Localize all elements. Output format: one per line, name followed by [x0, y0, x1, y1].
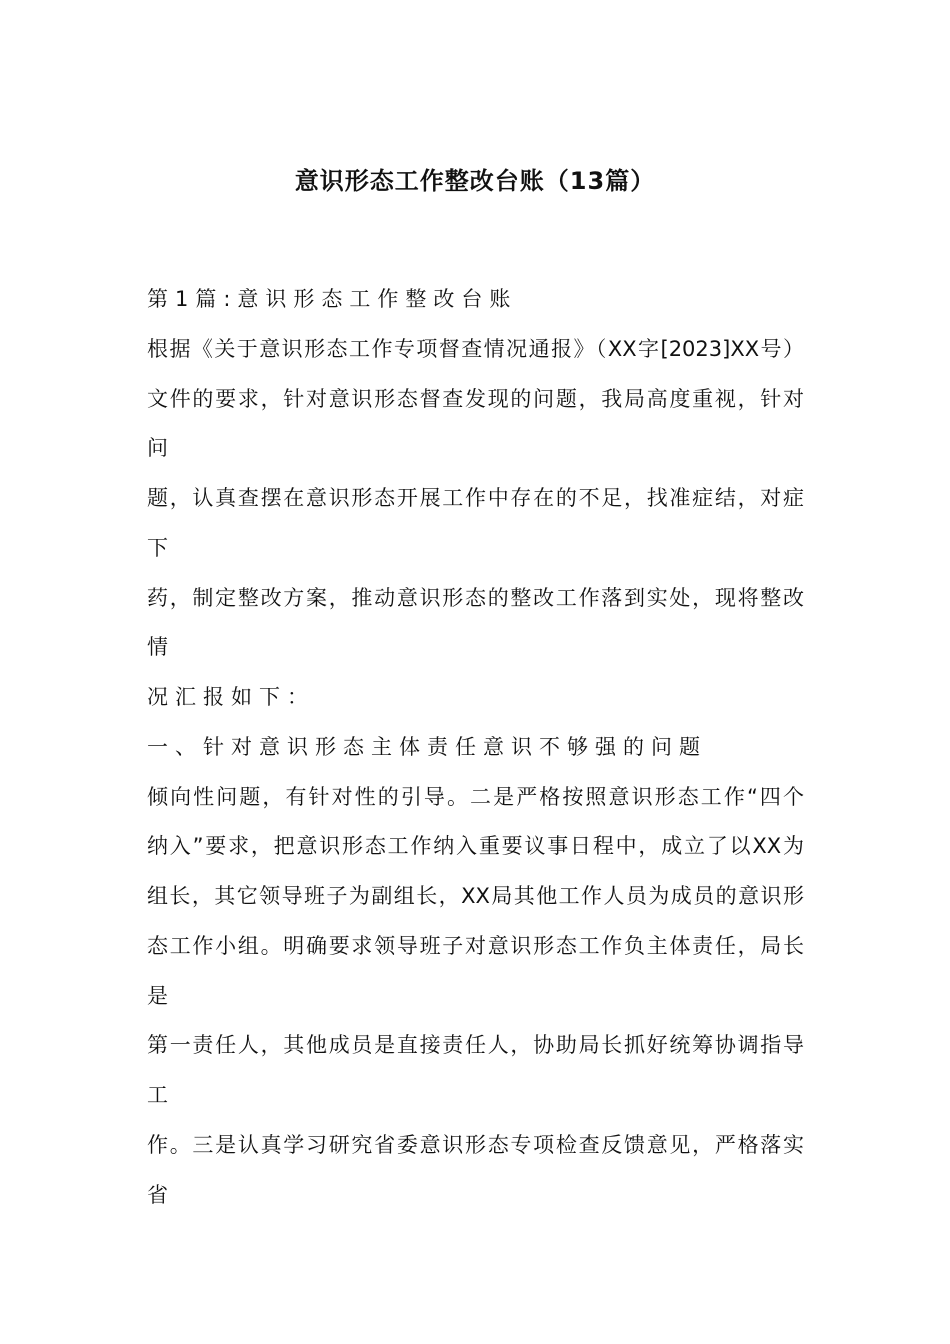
paragraph-line: 一、针对意识形态主体责任意识不够强的问题	[147, 734, 707, 759]
paragraph-line: 作。三是认真学习研究省委意识形态专项检查反馈意见，严格落实	[147, 1132, 804, 1157]
paragraph-line: 根据《关于意识形态工作专项督查情况通报》（XX字[2023]XX号）	[147, 336, 804, 361]
paragraph-line: 下	[147, 535, 175, 560]
paragraph-line: 倾向性问题，有针对性的引导。二是严格按照意识形态工作“四个	[147, 784, 804, 809]
paragraph-line: 问	[147, 436, 175, 461]
document-body	[147, 285, 804, 1230]
paragraph-line: 省	[147, 1182, 175, 1207]
paragraph-line: 情	[147, 635, 175, 660]
paragraph-line: 药，制定整改方案，推动意识形态的整改工作落到实处，现将整改	[147, 585, 804, 610]
paragraph-line: 况汇报如下：	[147, 685, 315, 709]
paragraph-line: 文件的要求，针对意识形态督查发现的问题，我局高度重视，针对	[147, 386, 804, 411]
paragraph-line: 第一责任人，其他成员是直接责任人，协助局长抓好统筹协调指导	[147, 1033, 804, 1058]
document-title: 意识形态工作整改台账（13篇）	[294, 167, 656, 195]
paragraph-line: 第1篇:意识形态工作整改台账	[147, 287, 518, 311]
paragraph-line: 是	[147, 983, 175, 1008]
paragraph-line: 题，认真查摆在意识形态开展工作中存在的不足，找准症结，对症	[147, 486, 804, 510]
paragraph-line: 工	[147, 1083, 175, 1107]
paragraph-line: 纳入”要求，把意识形态工作纳入重要议事日程中，成立了以XX为	[147, 834, 804, 859]
paragraph-line: 态工作小组。明确要求领导班子对意识形态工作负主体责任，局长	[147, 933, 804, 958]
paragraph-line: 组长，其它领导班子为副组长，XX局其他工作人员为成员的意识形	[147, 884, 804, 908]
